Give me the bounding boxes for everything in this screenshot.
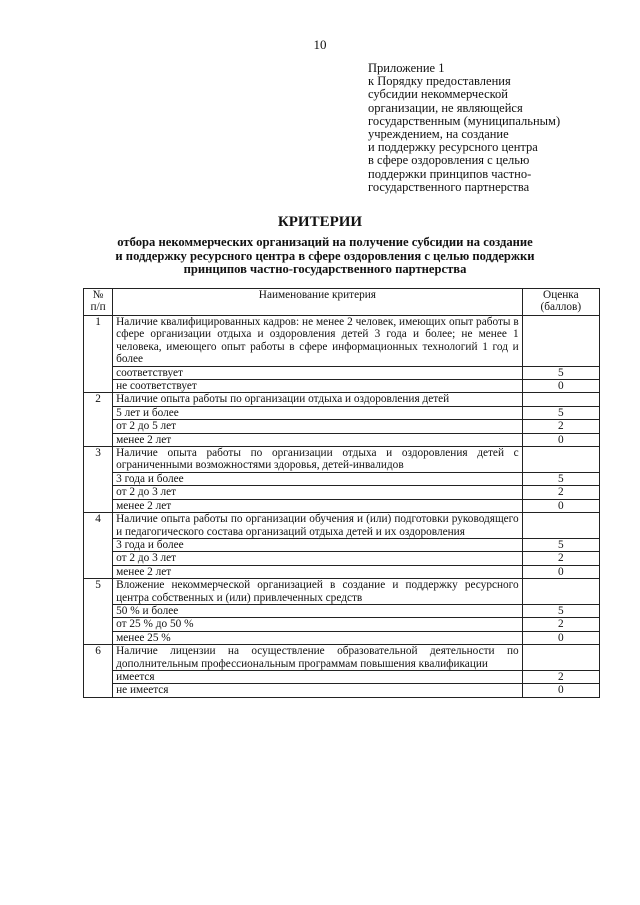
option-score: 5 — [522, 406, 599, 419]
criterion-name: Наличие опыта работы по организации отдыха и оздоровления детей с ограниченными возможностями здоровья, детей-инвалидов — [113, 447, 523, 473]
option-score: 0 — [522, 565, 599, 578]
criterion-score-empty — [522, 645, 599, 671]
option-row — [84, 406, 600, 419]
option-row — [84, 565, 600, 578]
option-score: 5 — [522, 366, 599, 379]
option-label: менее 2 лет — [113, 565, 523, 578]
criterion-row — [84, 579, 600, 605]
option-row — [84, 552, 600, 565]
appendix-line: организации, не являющейся — [368, 100, 523, 115]
option-row — [84, 631, 600, 644]
option-label: 5 лет и более — [113, 406, 523, 419]
subtitle-line: отбора некоммерческих организаций на получение субсидии на создание — [117, 235, 533, 249]
option-label: 3 года и более — [113, 472, 523, 485]
option-score: 5 — [522, 472, 599, 485]
option-score: 5 — [522, 538, 599, 551]
criterion-name: Наличие квалифицированных кадров: не менее 2 человек, имеющих опыт работы в сфере организации отдыха и оздоровления детей 3 года и более; не менее 1 человека, имеющего опыт работы в сфере информационных технологий 1 год и более — [113, 316, 523, 367]
criterion-name: Наличие опыта работы по организации обучения и (или) подготовки руководящего и педагогического состава организаций отдыха детей и их оздоровления — [113, 513, 523, 539]
option-score: 0 — [522, 433, 599, 446]
option-label: менее 2 лет — [113, 499, 523, 512]
criterion-name: Вложение некоммерческой организацией в создание и поддержку ресурсного центра собственных и (или) привлеченных средств — [113, 579, 523, 605]
option-row — [84, 604, 600, 617]
option-label: соответствует — [113, 366, 523, 379]
option-row — [84, 433, 600, 446]
header-name: Наименование критерия — [113, 289, 523, 316]
option-label: не соответствует — [113, 380, 523, 393]
option-row — [84, 538, 600, 551]
criterion-number: 4 — [84, 513, 113, 579]
option-label: не имеется — [113, 684, 523, 697]
criterion-number: 5 — [84, 579, 113, 645]
subtitle-line: принципов частно-государственного партнерства — [183, 262, 467, 277]
document-subtitle — [80, 236, 570, 277]
appendix-line: субсидии некоммерческой — [368, 87, 508, 102]
appendix-line: государственным (муниципальным) — [368, 113, 561, 128]
appendix-line: государственного партнерства — [368, 179, 530, 194]
criterion-row — [84, 447, 600, 473]
criterion-name: Наличие лицензии на осуществление образовательной деятельности по дополнительным профессиональным программам повышения квалификации — [113, 645, 523, 671]
option-row — [84, 472, 600, 485]
header-num: № п/п — [84, 289, 113, 316]
option-row — [84, 499, 600, 512]
criterion-row — [84, 645, 600, 671]
option-score: 2 — [522, 618, 599, 631]
option-score: 5 — [522, 604, 599, 617]
criterion-score-empty — [522, 513, 599, 539]
option-label: менее 2 лет — [113, 433, 523, 446]
option-score: 0 — [522, 499, 599, 512]
option-label: от 2 до 3 лет — [113, 486, 523, 499]
criterion-number: 1 — [84, 316, 113, 393]
option-score: 2 — [522, 552, 599, 565]
criterion-number: 3 — [84, 447, 113, 513]
appendix-line: поддержки принципов частно- — [368, 166, 532, 181]
option-score: 2 — [522, 486, 599, 499]
criterion-score-empty — [522, 393, 599, 406]
appendix-line: учреждением, на создание — [368, 127, 509, 142]
option-row — [84, 670, 600, 683]
option-row — [84, 486, 600, 499]
option-label: имеется — [113, 670, 523, 683]
option-label: 50 % и более — [113, 604, 523, 617]
option-label: от 2 до 5 лет — [113, 420, 523, 433]
criteria-table — [83, 288, 600, 698]
criterion-row — [84, 316, 600, 367]
option-label: 3 года и более — [113, 538, 523, 551]
criterion-number: 6 — [84, 645, 113, 698]
appendix-line: к Порядку предоставления — [368, 74, 511, 89]
option-score: 2 — [522, 670, 599, 683]
option-score: 0 — [522, 631, 599, 644]
criterion-score-empty — [522, 447, 599, 473]
criterion-row — [84, 393, 600, 406]
option-row — [84, 420, 600, 433]
page-number: 10 — [313, 37, 327, 52]
criterion-name: Наличие опыта работы по организации отдыха и оздоровления детей — [113, 393, 523, 406]
option-score: 0 — [522, 684, 599, 697]
option-label: от 25 % до 50 % — [113, 618, 523, 631]
option-label: от 2 до 3 лет — [113, 552, 523, 565]
option-row — [84, 366, 600, 379]
option-row — [84, 380, 600, 393]
option-score: 2 — [522, 420, 599, 433]
appendix-line: и поддержку ресурсного центра — [368, 140, 538, 155]
appendix-line: Приложение 1 — [368, 61, 445, 75]
option-row — [84, 684, 600, 697]
criteria-body — [84, 316, 600, 698]
criterion-score-empty — [522, 316, 599, 367]
appendix-note — [368, 62, 608, 194]
header-score: Оценка (баллов) — [522, 289, 599, 316]
option-row — [84, 618, 600, 631]
subtitle-line: и поддержку ресурсного центра в сфере оздоровления с целью поддержки — [115, 248, 535, 263]
appendix-line: в сфере оздоровления с целью — [368, 153, 530, 168]
criterion-number: 2 — [84, 393, 113, 447]
option-label: менее 25 % — [113, 631, 523, 644]
criterion-score-empty — [522, 579, 599, 605]
option-score: 0 — [522, 380, 599, 393]
table-header-row — [84, 289, 600, 316]
criterion-row — [84, 513, 600, 539]
document-title: КРИТЕРИИ — [277, 214, 363, 230]
